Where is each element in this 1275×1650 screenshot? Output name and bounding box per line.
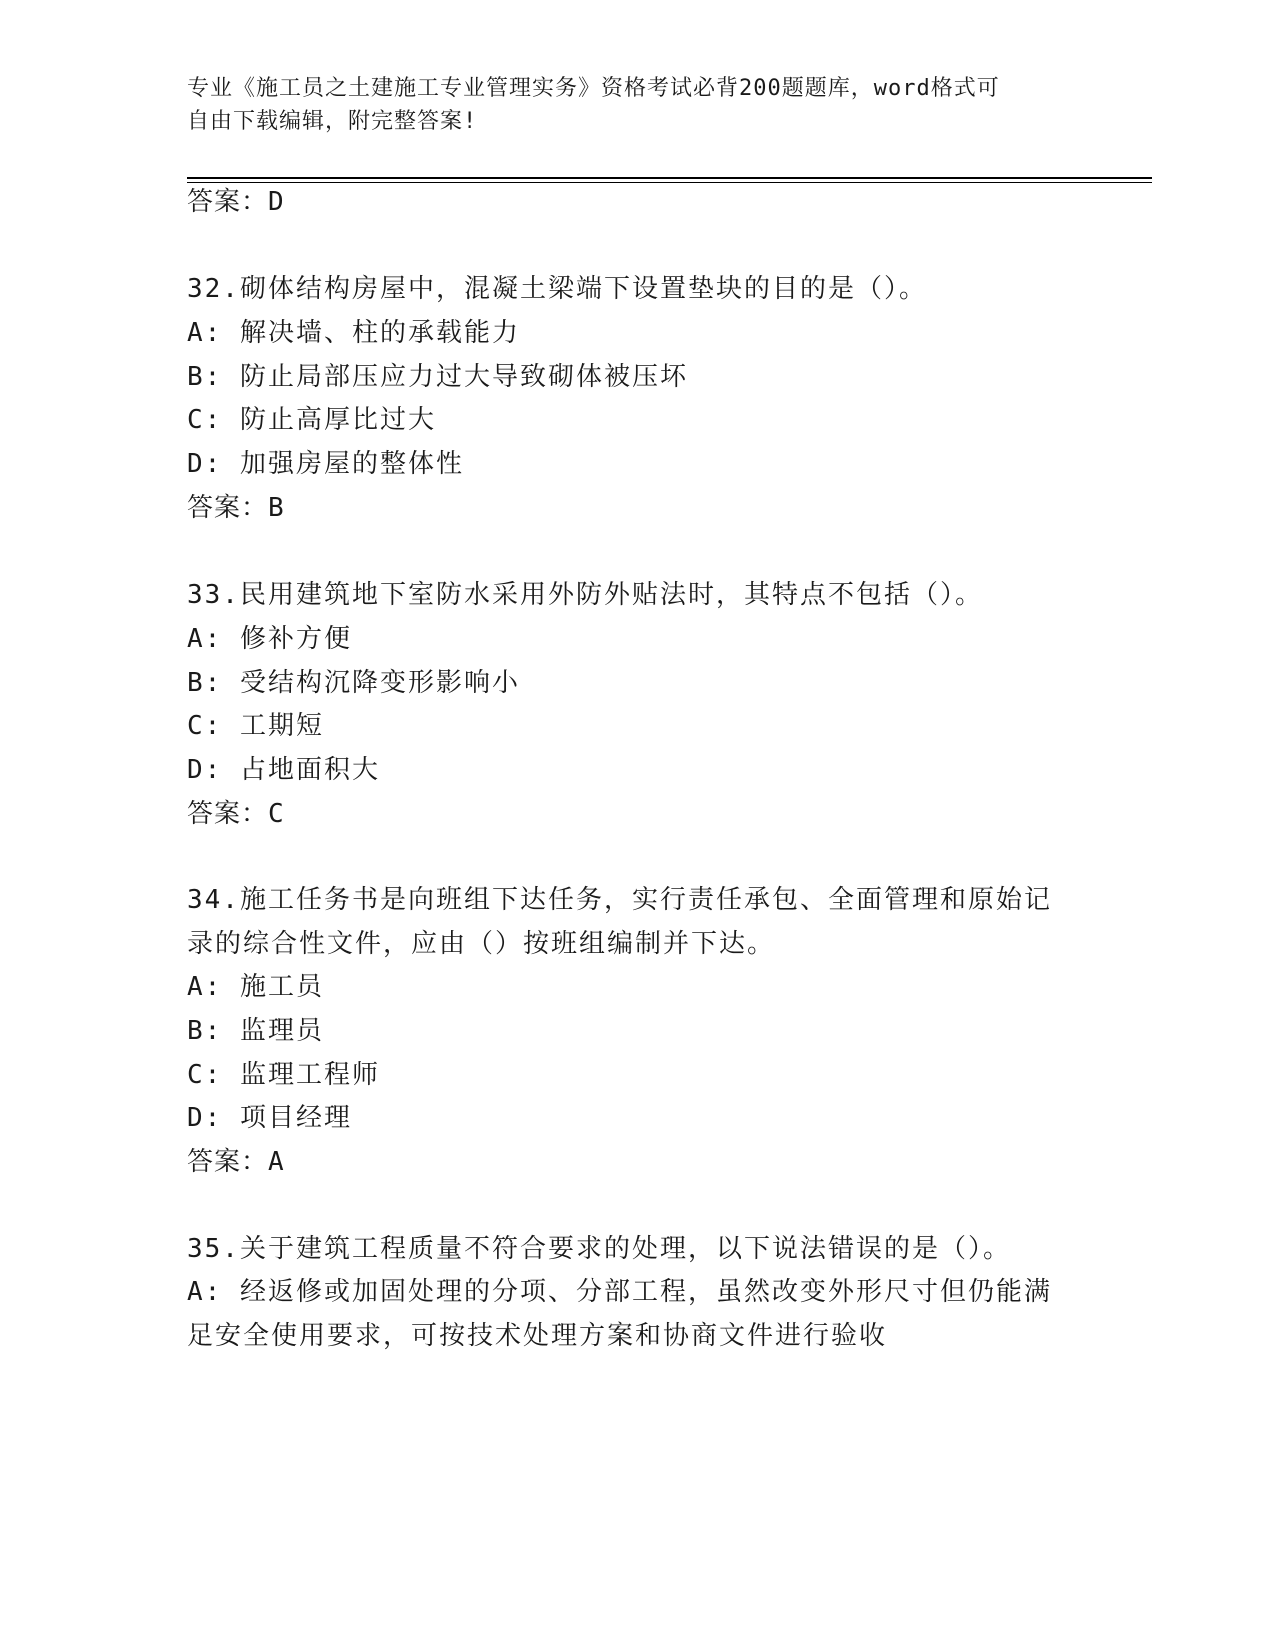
question-32-stem: 32.砌体结构房屋中，混凝土梁端下设置垫块的目的是（）。 bbox=[187, 274, 927, 304]
question-35-option-a-line-2: 足安全使用要求，可按技术处理方案和协商文件进行验收 bbox=[187, 1321, 888, 1351]
question-33-option-a: A: 修补方便 bbox=[187, 624, 352, 654]
question-34-option-b: B: 监理员 bbox=[187, 1016, 324, 1046]
header-line-2: 自由下载编辑，附完整答案! bbox=[187, 109, 478, 134]
question-34-answer: 答案：A bbox=[187, 1147, 285, 1177]
question-34-stem-line-2: 录的综合性文件，应由（）按班组编制并下达。 bbox=[187, 929, 776, 959]
question-34-option-c: C: 监理工程师 bbox=[187, 1060, 380, 1090]
question-34-option-d: D: 项目经理 bbox=[187, 1103, 352, 1133]
previous-answer: 答案：D bbox=[187, 187, 285, 217]
document-header bbox=[187, 72, 1067, 138]
header-divider-thick bbox=[187, 177, 1152, 179]
question-35-option-a-line-1: A: 经返修或加固处理的分项、分部工程，虽然改变外形尺寸但仍能满 bbox=[187, 1277, 1052, 1307]
header-line-1: 专业《施工员之土建施工专业管理实务》资格考试必背200题题库，word格式可 bbox=[187, 76, 1000, 101]
question-33-option-c: C: 工期短 bbox=[187, 711, 324, 741]
question-33-answer: 答案：C bbox=[187, 799, 285, 829]
question-32-option-a: A: 解决墙、柱的承载能力 bbox=[187, 318, 520, 348]
question-32-option-c: C: 防止高厚比过大 bbox=[187, 405, 436, 435]
question-33-option-d: D: 占地面积大 bbox=[187, 755, 380, 785]
question-33-option-b: B: 受结构沉降变形影响小 bbox=[187, 668, 520, 698]
question-34-stem-line-1: 34.施工任务书是向班组下达任务，实行责任承包、全面管理和原始记 bbox=[187, 885, 1052, 915]
question-32-option-d: D: 加强房屋的整体性 bbox=[187, 449, 464, 479]
question-32-option-b: B: 防止局部压应力过大导致砌体被压坏 bbox=[187, 362, 688, 392]
question-32-answer: 答案：B bbox=[187, 493, 285, 523]
question-33-stem: 33.民用建筑地下室防水采用外防外贴法时，其特点不包括（）。 bbox=[187, 580, 983, 610]
question-35-stem: 35.关于建筑工程质量不符合要求的处理，以下说法错误的是（）。 bbox=[187, 1234, 1011, 1264]
question-34-option-a: A: 施工员 bbox=[187, 972, 324, 1002]
